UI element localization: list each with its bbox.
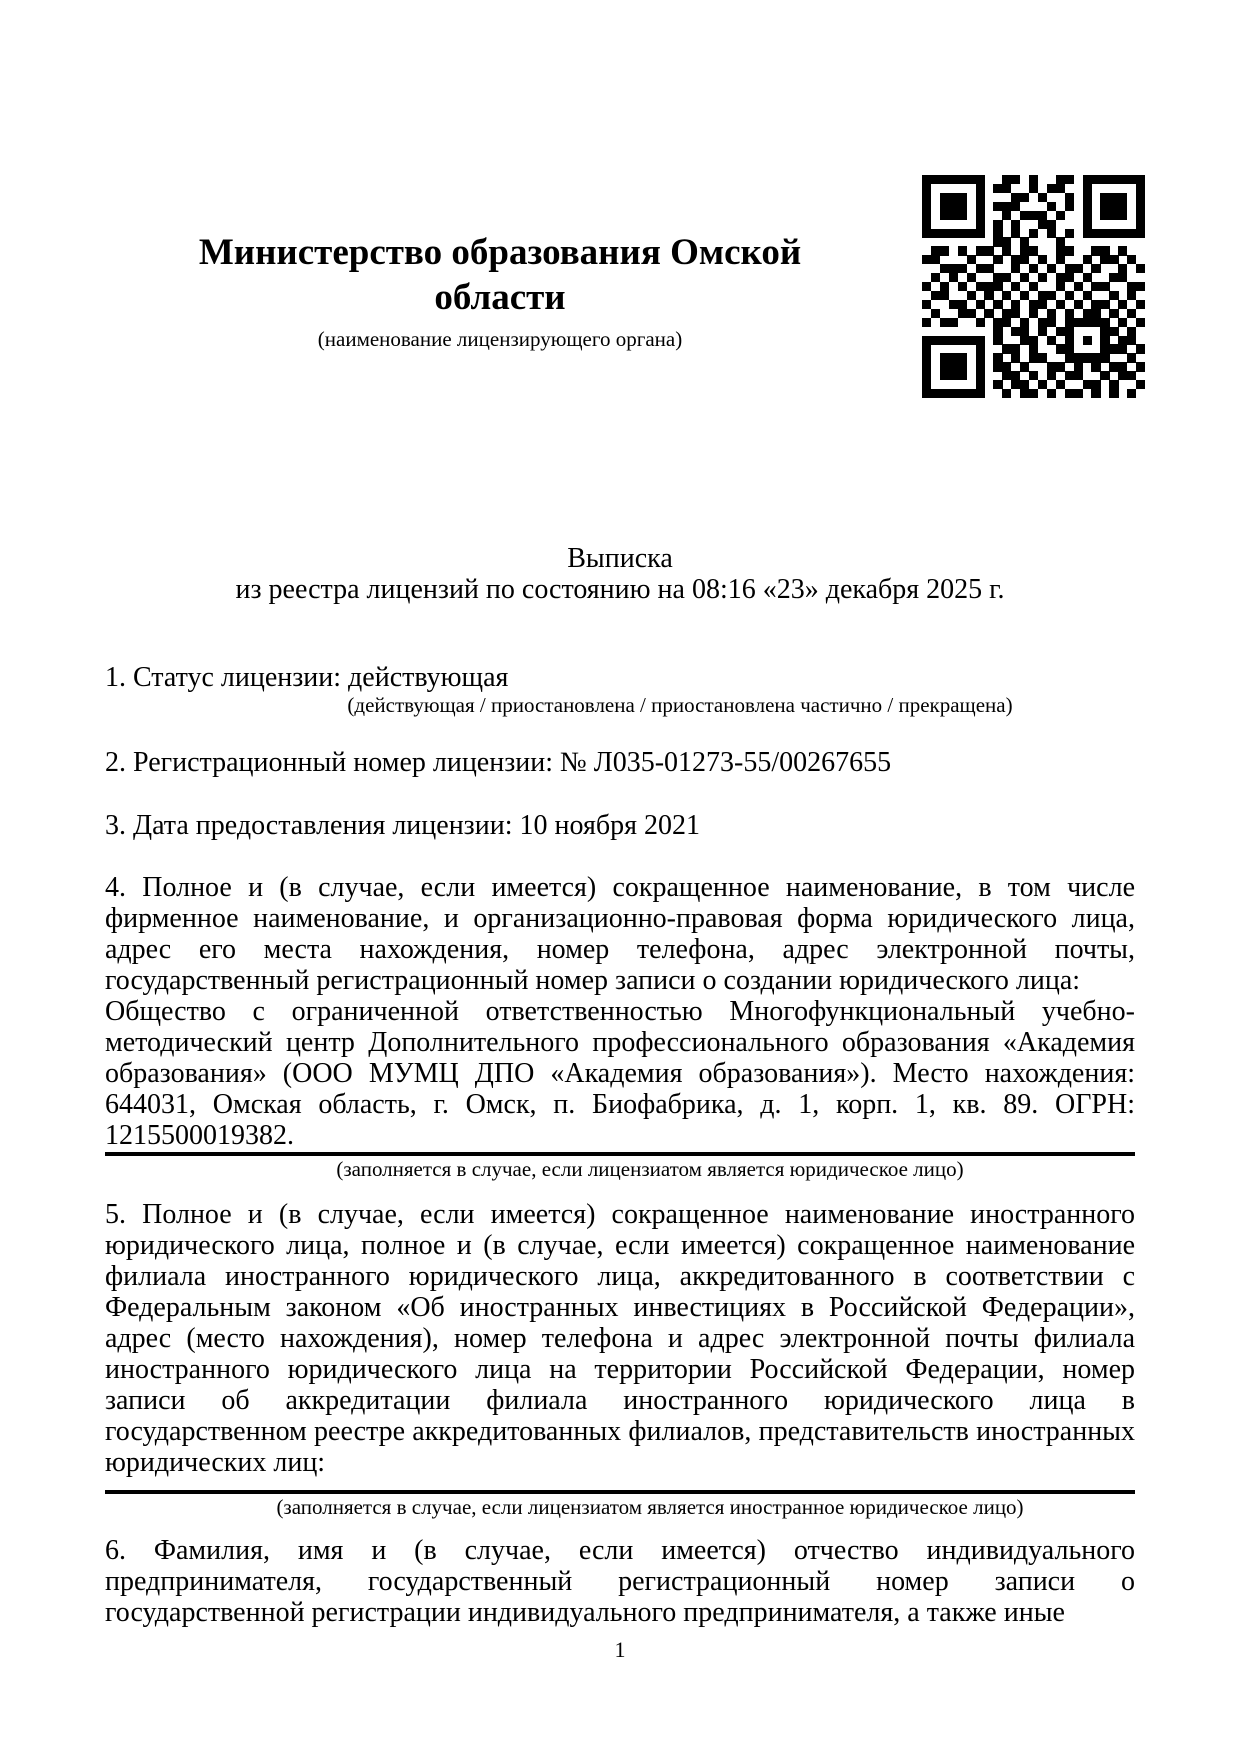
license-status-line [105,662,1135,693]
section-4-value: Общество с ограниченной ответственностью Многофункциональный учебно-методический центр Дополнительного профессионального образования «Академия образования» (ООО МУМЦ ДПО «Академия образования»). Место нахождения: 644031, Омская область, г. Омск, п. Биофабрика, д. 1, корп. 1, кв. 89. ОГРН: 1215500019382. [105,996,1135,1151]
legal-entity-caption: (заполняется в случае, если лицензиатом является юридическое лицо) [336,1157,964,1181]
grant-date-label: 3. Дата предоставления лицензии: [105,810,513,841]
extract-title: Выписка [567,543,673,574]
extract-heading [105,543,1135,605]
section-6-individual-entrepreneur: 6. Фамилия, имя и (в случае, если имеется) отчество индивидуального предпринимателя, государственный регистрационный номер записи о государственной регистрации индивидуального предпринимателя, а также иные [105,1535,1135,1628]
section-4-text: 4. Полное и (в случае, если имеется) сокращенное наименование, в том числе фирменное наименование, и организационно-правовая форма юридического лица, адрес его места нахождения, номер телефона, адрес электронной почты, государственный регистрационный номер записи о создании юридического лица: [105,872,1135,996]
license-status-options-caption: (действующая / приостановлена / приостановлена частично / прекращена) [347,693,1013,717]
page-number: 1 [614,1637,626,1662]
qr-code-icon [922,175,1145,398]
extract-subtitle: из реестра лицензий по состоянию на 08:16 «23» декабря 2025 г. [235,574,1005,605]
grant-date-line [105,810,1135,841]
grant-date-value: 10 ноября 2021 [519,810,700,841]
ministry-title-caption: (наименование лицензирующего органа) [317,327,683,351]
registration-number-label: 2. Регистрационный номер лицензии: [105,747,554,778]
foreign-entity-caption: (заполняется в случае, если лицензиатом является иностранное юридическое лицо) [276,1495,1024,1519]
ministry-title: Министерство образования Омской области [198,232,802,318]
section-4-legal-entity [105,872,1135,1151]
license-status-value: действующая [348,662,509,693]
section-5-foreign-entity: 5. Полное и (в случае, если имеется) сокращенное наименование иностранного юридического лица, полное и (в случае, если имеется) сокращенное наименование филиала иностранного юридического лица, аккредитованного в соответствии с Федеральным законом «Об иностранных инвестициях в Российской Федерации», адрес (место нахождения), номер телефона и адрес электронной почты филиала иностранного юридического лица на территории Российской Федерации, номер записи об аккредитации филиала иностранного юридического лица в государственном реестре аккредитованных филиалов, представительств иностранных юридических лиц: [105,1199,1135,1478]
registration-number-line [105,747,1135,778]
license-status-label: 1. Статус лицензии: [105,662,342,693]
registration-number-value: № Л035-01273-55/00267655 [560,747,892,778]
